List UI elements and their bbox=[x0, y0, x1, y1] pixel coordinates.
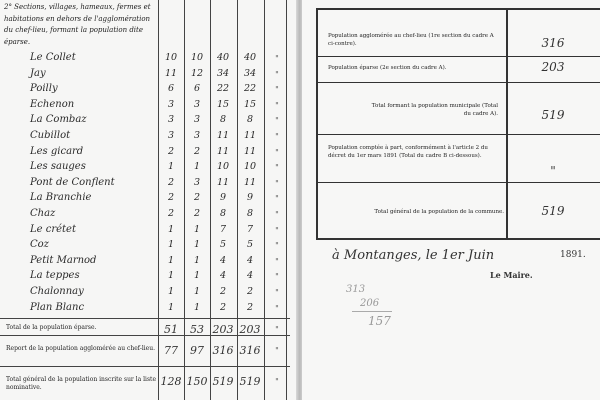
total-label: Total de la population éparse. bbox=[6, 324, 97, 331]
count-cell: 2 bbox=[246, 301, 254, 313]
ditto-cell: " bbox=[275, 241, 279, 251]
ditto-cell: " bbox=[275, 325, 279, 334]
count-cell: 7 bbox=[219, 223, 227, 235]
section-name: La teppes bbox=[30, 270, 80, 282]
count-cell: 1 bbox=[193, 161, 201, 173]
count-cell: 5 bbox=[246, 239, 254, 251]
rule bbox=[318, 56, 600, 57]
count-cell: 3 bbox=[167, 98, 175, 110]
count-cell: 15 bbox=[216, 98, 230, 110]
pencil-note: 313 bbox=[346, 284, 366, 295]
place-date: à Montanges, le 1er Juin bbox=[332, 248, 495, 263]
section-name: Jay bbox=[30, 67, 46, 79]
summary-a-part-value: " bbox=[550, 164, 556, 178]
section-name: Poilly bbox=[30, 83, 58, 95]
count-cell: 3 bbox=[193, 176, 201, 188]
ditto-cell: " bbox=[275, 256, 279, 266]
count-cell: 1 bbox=[167, 270, 175, 282]
summary-municipale-value: 519 bbox=[541, 108, 565, 122]
total-cell: 150 bbox=[186, 375, 208, 388]
count-cell: 4 bbox=[219, 254, 227, 266]
count-cell: 2 bbox=[246, 286, 254, 297]
total-label: Total général de la population inscrite sur la liste nominative. bbox=[6, 376, 156, 391]
summary-frame bbox=[316, 8, 600, 240]
section-name: La Branchie bbox=[30, 192, 92, 204]
count-cell: 2 bbox=[219, 301, 227, 313]
pencil-rule bbox=[352, 311, 392, 312]
section-name: Petit Marnod bbox=[30, 254, 97, 266]
ditto-cell: " bbox=[275, 194, 279, 204]
ditto-cell: " bbox=[275, 288, 279, 297]
rule bbox=[318, 134, 600, 135]
count-cell: 8 bbox=[246, 114, 254, 126]
ditto-cell: " bbox=[275, 178, 279, 188]
count-cell: 11 bbox=[243, 130, 257, 141]
total-cell: 203 bbox=[212, 323, 234, 336]
rule bbox=[318, 82, 600, 83]
col-divider bbox=[286, 0, 287, 400]
count-cell: 8 bbox=[219, 114, 227, 126]
ditto-cell: " bbox=[275, 116, 279, 126]
intro-text: 2° Sections, villages, hameaux, fermes et habitations en dehors de l'agglomération du chef-lieu, formant la population dite éparse. bbox=[4, 3, 151, 46]
count-cell: 2 bbox=[219, 286, 227, 297]
count-cell: 12 bbox=[190, 67, 204, 79]
section-name: Les sauges bbox=[30, 161, 86, 173]
count-cell: 15 bbox=[243, 98, 257, 110]
section-name: Le Collet bbox=[30, 52, 76, 63]
section-name: Echenon bbox=[30, 98, 75, 110]
rule bbox=[0, 366, 290, 367]
count-cell: 5 bbox=[219, 239, 227, 251]
count-cell: 11 bbox=[216, 176, 230, 188]
count-cell: 9 bbox=[219, 192, 227, 204]
count-cell: 4 bbox=[246, 270, 254, 282]
ditto-cell: " bbox=[275, 346, 279, 355]
maire-label: Le Maire. bbox=[490, 270, 533, 280]
total-cell: 519 bbox=[239, 375, 261, 388]
right-page bbox=[302, 0, 600, 400]
count-cell: 11 bbox=[216, 145, 230, 157]
summary-eparse-label: Population éparse (2e section du cadre A). bbox=[328, 65, 447, 71]
count-cell: 1 bbox=[193, 270, 201, 282]
count-cell: 1 bbox=[193, 286, 201, 297]
count-cell: 4 bbox=[219, 270, 227, 282]
total-cell: 53 bbox=[190, 323, 204, 336]
ditto-cell: " bbox=[275, 303, 279, 313]
ditto-cell: " bbox=[275, 272, 279, 282]
pencil-note: 206 bbox=[360, 298, 380, 309]
count-cell: 1 bbox=[167, 286, 175, 297]
section-name: Chalonnay bbox=[30, 286, 84, 297]
count-cell: 11 bbox=[164, 67, 178, 79]
count-cell: 1 bbox=[167, 161, 175, 173]
section-name: Cubillot bbox=[30, 130, 71, 141]
count-cell: 22 bbox=[216, 83, 230, 95]
ditto-cell: " bbox=[275, 210, 279, 219]
count-cell: 11 bbox=[216, 130, 230, 141]
count-cell: 7 bbox=[246, 223, 254, 235]
summary-agglomeree-value: 316 bbox=[541, 36, 565, 50]
count-cell: 11 bbox=[243, 145, 257, 157]
ditto-cell: " bbox=[275, 69, 279, 79]
count-cell: 10 bbox=[243, 161, 257, 173]
count-cell: 34 bbox=[216, 67, 230, 79]
count-cell: 2 bbox=[167, 176, 175, 188]
rule bbox=[318, 182, 600, 183]
count-cell: 3 bbox=[193, 130, 201, 141]
count-cell: 8 bbox=[219, 208, 227, 219]
ditto-cell: " bbox=[275, 85, 279, 95]
count-cell: 6 bbox=[193, 83, 201, 95]
count-cell: 10 bbox=[164, 52, 178, 63]
count-cell: 1 bbox=[193, 239, 201, 251]
summary-general-label: Total général de la population de la commune. bbox=[374, 209, 504, 215]
count-cell: 2 bbox=[167, 192, 175, 204]
summary-eparse-value: 203 bbox=[541, 60, 565, 74]
count-cell: 6 bbox=[167, 83, 175, 95]
summary-a-part-label: Population comptée à part, conformément à l'article 2 du décret du 1er mars 1891 (Total du cadre B ci-dessous). bbox=[328, 145, 488, 159]
total-cell: 316 bbox=[239, 344, 261, 357]
rule bbox=[0, 318, 290, 319]
count-cell: 1 bbox=[167, 301, 175, 313]
col-divider bbox=[264, 0, 265, 400]
count-cell: 1 bbox=[167, 254, 175, 266]
count-cell: 40 bbox=[243, 52, 257, 63]
ditto-cell: " bbox=[275, 377, 279, 386]
pencil-note: 157 bbox=[368, 314, 391, 328]
count-cell: 10 bbox=[216, 161, 230, 173]
total-cell: 77 bbox=[164, 344, 178, 357]
count-cell: 11 bbox=[243, 176, 257, 188]
count-cell: 3 bbox=[167, 130, 175, 141]
count-cell: 3 bbox=[193, 98, 201, 110]
count-cell: 1 bbox=[167, 223, 175, 235]
count-cell: 3 bbox=[167, 114, 175, 126]
summary-municipale-label: Total formant la population municipale (Total du cadre A). bbox=[371, 103, 498, 117]
year: 1891. bbox=[560, 250, 586, 260]
total-cell: 97 bbox=[190, 344, 204, 357]
section-name: Coz bbox=[30, 239, 49, 251]
count-cell: 2 bbox=[193, 192, 201, 204]
section-name: Les gicard bbox=[30, 145, 84, 157]
section-name: La Combaz bbox=[30, 114, 87, 126]
total-cell: 203 bbox=[239, 323, 261, 336]
count-cell: 2 bbox=[167, 208, 175, 219]
ditto-cell: " bbox=[275, 147, 279, 157]
count-cell: 2 bbox=[167, 145, 175, 157]
summary-agglomeree-label: Population agglomérée au chef-lieu (1re section du cadre A ci-contre). bbox=[328, 33, 494, 47]
total-cell: 519 bbox=[212, 375, 234, 388]
ditto-cell: " bbox=[275, 132, 279, 141]
count-cell: 40 bbox=[216, 52, 230, 63]
col-divider bbox=[506, 10, 508, 238]
count-cell: 2 bbox=[193, 145, 201, 157]
total-cell: 128 bbox=[160, 375, 182, 388]
count-cell: 2 bbox=[193, 208, 201, 219]
count-cell: 1 bbox=[193, 301, 201, 313]
ditto-cell: " bbox=[275, 163, 279, 173]
ditto-cell: " bbox=[275, 54, 279, 63]
count-cell: 34 bbox=[243, 67, 257, 79]
count-cell: 9 bbox=[246, 192, 254, 204]
count-cell: 10 bbox=[190, 52, 204, 63]
summary-general-value: 519 bbox=[541, 204, 565, 218]
count-cell: 3 bbox=[193, 114, 201, 126]
count-cell: 1 bbox=[167, 239, 175, 251]
total-cell: 51 bbox=[164, 323, 178, 336]
section-name: Pont de Conflent bbox=[30, 176, 115, 188]
count-cell: 1 bbox=[193, 223, 201, 235]
count-cell: 8 bbox=[246, 208, 254, 219]
total-label: Report de la population agglomérée au chef-lieu. bbox=[6, 345, 156, 352]
count-cell: 4 bbox=[246, 254, 254, 266]
ditto-cell: " bbox=[275, 100, 279, 110]
section-name: Plan Blanc bbox=[30, 301, 85, 313]
total-cell: 316 bbox=[212, 344, 234, 357]
section-name: Le crétet bbox=[30, 223, 76, 235]
count-cell: 22 bbox=[243, 83, 257, 95]
left-page bbox=[0, 0, 298, 400]
ditto-cell: " bbox=[275, 225, 279, 235]
count-cell: 1 bbox=[193, 254, 201, 266]
section-name: Chaz bbox=[30, 208, 56, 219]
